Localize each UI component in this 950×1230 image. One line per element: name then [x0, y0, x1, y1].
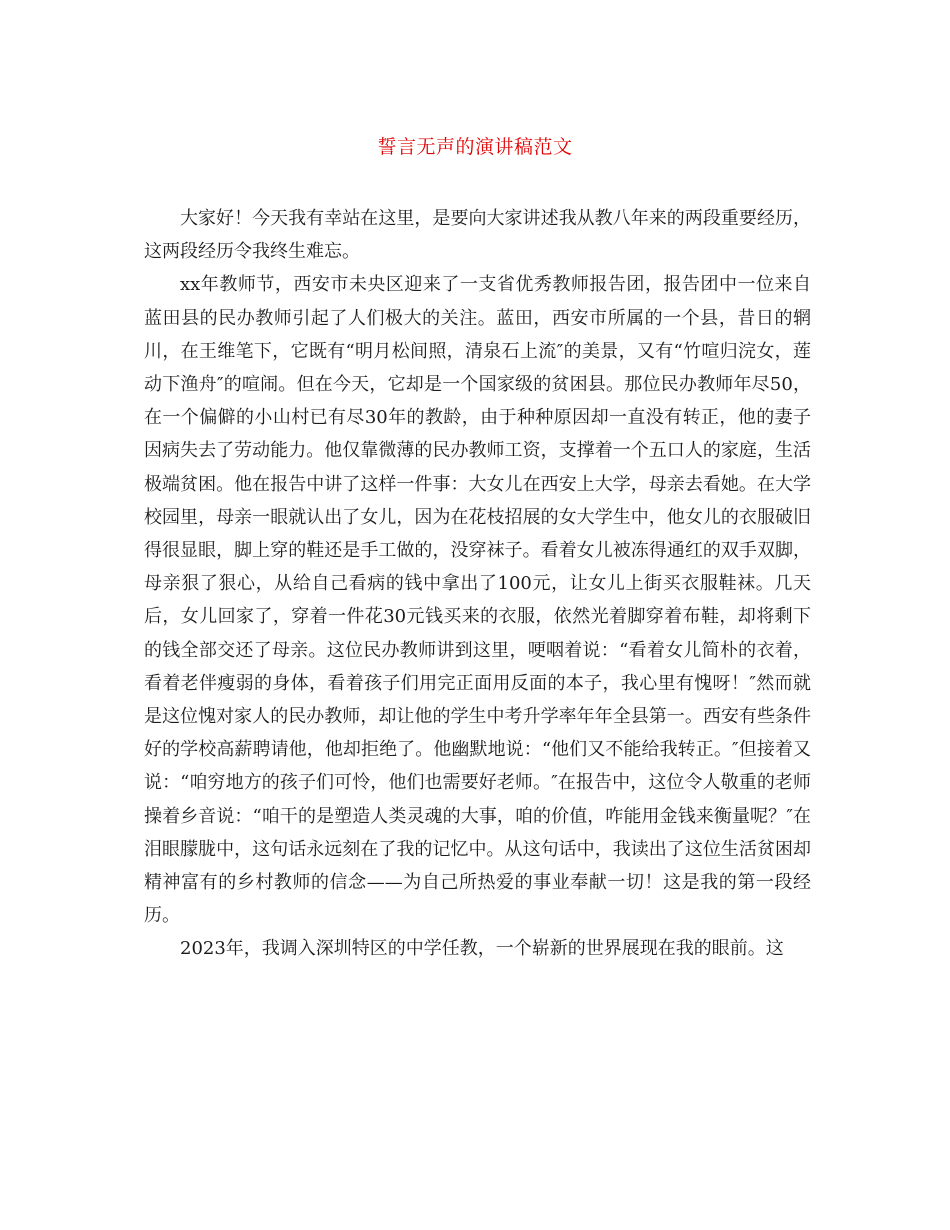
paragraph-first-experience: xx年教师节，西安市未央区迎来了一支省优秀教师报告团，报告团中一位来自蓝田县的民办教师引起了人们极大的关注。蓝田，西安市所属的一个县，昔日的辋川，在王维笔下，它既有“明月松间照，清泉石上流″的美景，又有“竹喧归浣女，莲动下渔舟″的喧闹。但在今天，它却是一个国家级的贫困县。那位民办教师年尽50，在一个偏僻的小山村已有尽30年的教龄，由于种种原因却一直没有转正，他的妻子因病失去了劳动能力。他仅靠微薄的民办教师工资，支撑着一个五口人的家庭，生活极端贫困。他在报告中讲了这样一件事：大女儿在西安上大学，母亲去看她。在大学校园里，母亲一眼就认出了女儿，因为在花枝招展的女大学生中，他女儿的衣服破旧得很显眼，脚上穿的鞋还是手工做的，没穿袜子。看着女儿被冻得通红的双手双脚，母亲狠了狠心，从给自己看病的钱中拿出了100元，让女儿上街买衣服鞋袜。几天后，女儿回家了，穿着一件花30元钱买来的衣服，依然光着脚穿着布鞋，却将剩下的钱全部交还了母亲。这位民办教师讲到这里，哽咽着说：“看着女儿简朴的衣着，看着老伴瘦弱的身体，看着孩子们用完正面用反面的本子，我心里有愧呀！″然而就是这位愧对家人的民办教师，却让他的学生中考升学率年年全县第一。西安有些条件好的学校高薪聘请他，他却拒绝了。他幽默地说：“他们又不能给我转正。″但接着又说：“咱穷地方的孩子们可怜，他们也需要好老师。″在报告中，这位令人敬重的老师操着乡音说：“咱干的是塑造人类灵魂的大事，咱的价值，咋能用金钱来衡量呢？″在泪眼朦胧中，这句话永远刻在了我的记忆中。从这句话中，我读出了这位生活贫困却精神富有的乡村教师的信念——为自己所热爱的事业奉献一切！这是我的第一段经历。 — [144, 274, 811, 927]
document-body — [144, 202, 811, 966]
document-title: 誓言无声的演讲稿范文 — [377, 136, 573, 158]
paragraph-greeting: 大家好！今天我有幸站在这里，是要向大家讲述我从教八年来的两段重要经历，这两段经历令我终生难忘。 — [144, 208, 811, 263]
paragraph-shenzhen: 2023年，我调入深圳特区的中学任教，一个崭新的世界展现在我的眼前。这 — [180, 938, 784, 960]
